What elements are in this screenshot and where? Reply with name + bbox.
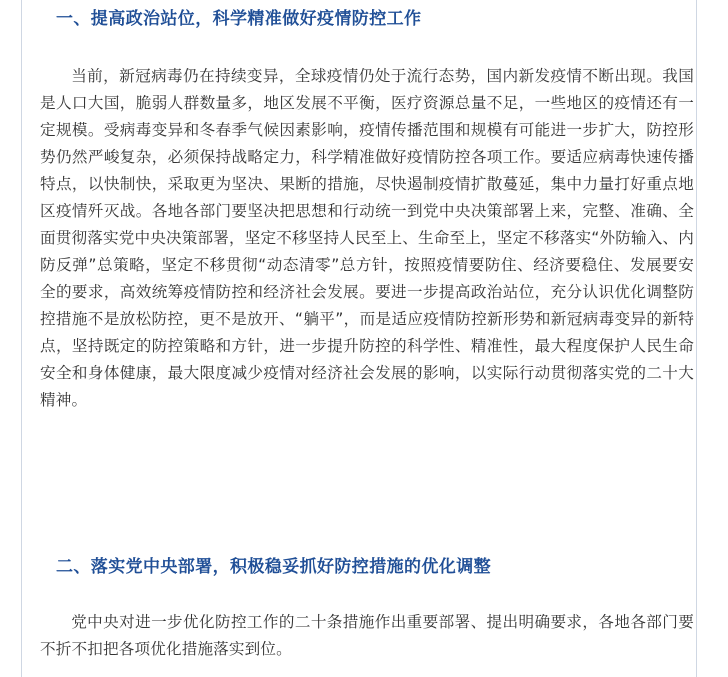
section-paragraph-2: 党中央对进一步优化防控工作的二十条措施作出重要部署、提出明确要求，各地各部门要不折不扣把各项优化措施落实到位。 bbox=[40, 613, 694, 658]
section-heading-2: 二、落实党中央部署，积极稳妥抓好防控措施的优化调整 bbox=[56, 557, 491, 577]
section-heading-1: 一、提高政治站位，科学精准做好疫情防控工作 bbox=[56, 9, 422, 29]
section-paragraph-1: 当前，新冠病毒仍在持续变异，全球疫情仍处于流行态势，国内新发疫情不断出现。我国是人口大国，脆弱人群数量多，地区发展不平衡，医疗资源总量不足，一些地区的疫情还有一定规模。受病毒变异和冬春季气候因素影响，疫情传播范围和规模有可能进一步扩大，防控形势仍然严峻复杂，必须保持战略定力，科学精准做好疫情防控各项工作。要适应病毒快速传播特点，以快制快，采取更为坚决、果断的措施，尽快遏制疫情扩散蔓延，集中力量打好重点地区疫情歼灭战。各地各部门要坚决把思想和行动统一到党中央决策部署上来，完整、准确、全面贯彻落实党中央决策部署，坚定不移坚持人民至上、生命至上，坚定不移落实“外防输入、内防反弹”总策略，坚定不移贯彻“动态清零”总方针，按照疫情要防住、经济要稳住、发展要安全的要求，高效统筹疫情防控和经济社会发展。要进一步提高政治站位，充分认识优化调整防控措施不是放松防控，更不是放开、“躺平”，而是适应疫情防控新形势和新冠病毒变异的新特点，坚持既定的防控策略和方针，进一步提升防控的科学性、精准性，最大程度保护人民生命安全和身体健康，最大限度减少疫情对经济社会发展的影响，以实际行动贯彻落实党的二十大精神。 bbox=[40, 67, 694, 409]
